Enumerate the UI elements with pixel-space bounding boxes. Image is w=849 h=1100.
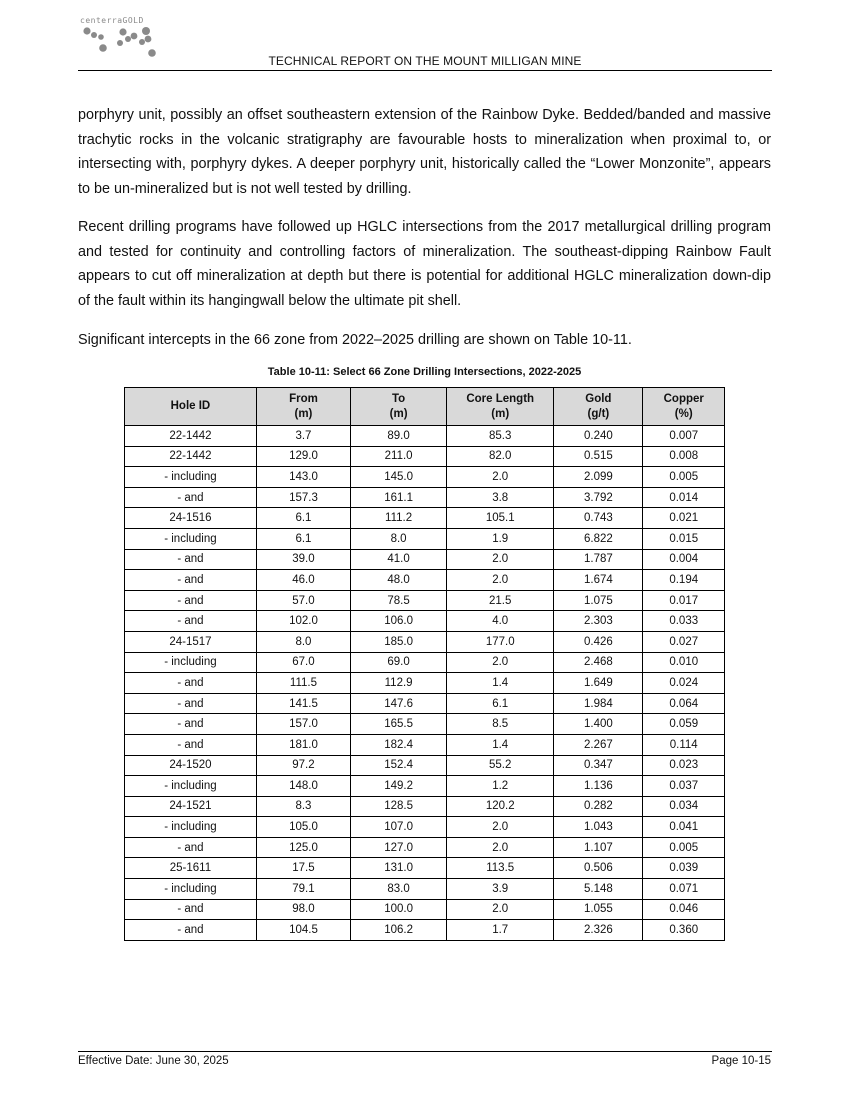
cell-to: 100.0	[351, 899, 447, 920]
cell-hole-id: 24-1521	[125, 796, 257, 817]
cell-hole-id: - and	[125, 673, 257, 694]
cell-from: 6.1	[256, 508, 350, 529]
cell-to: 185.0	[351, 631, 447, 652]
cell-from: 46.0	[256, 570, 350, 591]
cell-gold: 2.326	[554, 920, 643, 941]
cell-from: 157.0	[256, 714, 350, 735]
table-row	[125, 714, 725, 735]
cell-from: 97.2	[256, 755, 350, 776]
cell-hole-id: - and	[125, 549, 257, 570]
cell-to: 128.5	[351, 796, 447, 817]
cell-gold: 0.426	[554, 631, 643, 652]
cell-hole-id: 24-1516	[125, 508, 257, 529]
cell-from: 98.0	[256, 899, 350, 920]
body-paragraph-1: porphyry unit, possibly an offset southeastern extension of the Rainbow Dyke. Bedded/banded and massive trachytic rocks in the volcanic stratigraphy are favourable hosts to mineralization when proximal to, or intersecting with, porphyry dykes. A deeper porphyry unit, historically called the “Lower Monzonite”, appears to be un-mineralized but is not well tested by drilling.	[78, 107, 771, 197]
cell-to: 78.5	[351, 590, 447, 611]
cell-hole-id: - including	[125, 776, 257, 797]
cell-core-length: 2.0	[447, 899, 554, 920]
cell-to: 41.0	[351, 549, 447, 570]
cell-from: 8.0	[256, 631, 350, 652]
cell-from: 104.5	[256, 920, 350, 941]
table-body	[125, 426, 725, 941]
cell-to: 165.5	[351, 714, 447, 735]
cell-from: 67.0	[256, 652, 350, 673]
cell-core-length: 113.5	[447, 858, 554, 879]
table-row	[125, 817, 725, 838]
cell-copper: 0.004	[643, 549, 725, 570]
cell-gold: 1.649	[554, 673, 643, 694]
cell-core-length: 2.0	[447, 652, 554, 673]
cell-to: 106.2	[351, 920, 447, 941]
report-header-title: TECHNICAL REPORT ON THE MOUNT MILLIGAN MINE	[268, 54, 582, 68]
cell-to: 147.6	[351, 693, 447, 714]
cell-gold: 1.674	[554, 570, 643, 591]
header-gold-line1: Gold	[585, 392, 612, 405]
cell-gold: 5.148	[554, 879, 643, 900]
cell-core-length: 177.0	[447, 631, 554, 652]
cell-copper: 0.037	[643, 776, 725, 797]
cell-from: 129.0	[256, 446, 350, 467]
header-hole-id	[125, 388, 257, 426]
cell-hole-id: 24-1520	[125, 755, 257, 776]
cell-hole-id: - including	[125, 652, 257, 673]
cell-gold: 0.743	[554, 508, 643, 529]
cell-copper: 0.033	[643, 611, 725, 632]
cell-to: 8.0	[351, 528, 447, 549]
header-core-length-line2: (m)	[491, 407, 510, 420]
cell-to: 211.0	[351, 446, 447, 467]
cell-hole-id: - including	[125, 528, 257, 549]
footer-page-number: Page 10-15	[711, 1055, 771, 1067]
cell-from: 181.0	[256, 734, 350, 755]
cell-core-length: 1.7	[447, 920, 554, 941]
cell-to: 106.0	[351, 611, 447, 632]
logo-wordmark: centerraGOLD	[80, 16, 144, 25]
cell-hole-id: - and	[125, 590, 257, 611]
cell-gold: 0.506	[554, 858, 643, 879]
table-row	[125, 734, 725, 755]
cell-gold: 1.400	[554, 714, 643, 735]
cell-copper: 0.039	[643, 858, 725, 879]
table-row	[125, 467, 725, 488]
cell-gold: 2.099	[554, 467, 643, 488]
table-row	[125, 570, 725, 591]
cell-core-length: 4.0	[447, 611, 554, 632]
cell-copper: 0.041	[643, 817, 725, 838]
cell-core-length: 21.5	[447, 590, 554, 611]
table-row	[125, 899, 725, 920]
table-row	[125, 590, 725, 611]
cell-to: 48.0	[351, 570, 447, 591]
cell-hole-id: - and	[125, 734, 257, 755]
cell-to: 69.0	[351, 652, 447, 673]
cell-core-length: 2.0	[447, 837, 554, 858]
table-row	[125, 549, 725, 570]
cell-gold: 1.043	[554, 817, 643, 838]
table-row	[125, 879, 725, 900]
header-from-line2: (m)	[294, 407, 313, 420]
table-row	[125, 693, 725, 714]
cell-core-length: 1.2	[447, 776, 554, 797]
cell-gold: 3.792	[554, 487, 643, 508]
cell-copper: 0.027	[643, 631, 725, 652]
cell-gold: 2.468	[554, 652, 643, 673]
cell-gold: 1.787	[554, 549, 643, 570]
cell-to: 127.0	[351, 837, 447, 858]
cell-core-length: 1.4	[447, 734, 554, 755]
cell-core-length: 105.1	[447, 508, 554, 529]
cell-core-length: 2.0	[447, 570, 554, 591]
cell-gold: 0.240	[554, 426, 643, 447]
cell-gold: 0.282	[554, 796, 643, 817]
cell-hole-id: - and	[125, 693, 257, 714]
cell-copper: 0.023	[643, 755, 725, 776]
cell-from: 57.0	[256, 590, 350, 611]
header-copper-line1: Copper	[663, 392, 704, 405]
header-to-line1: To	[391, 392, 406, 405]
table-header	[125, 388, 725, 426]
header-copper	[643, 388, 725, 426]
cell-core-length: 2.0	[447, 467, 554, 488]
cell-core-length: 82.0	[447, 446, 554, 467]
cell-hole-id: - and	[125, 920, 257, 941]
cell-core-length: 6.1	[447, 693, 554, 714]
cell-gold: 0.347	[554, 755, 643, 776]
cell-to: 112.9	[351, 673, 447, 694]
cell-gold: 1.075	[554, 590, 643, 611]
cell-core-length: 3.9	[447, 879, 554, 900]
cell-core-length: 3.8	[447, 487, 554, 508]
cell-copper: 0.008	[643, 446, 725, 467]
cell-gold: 1.984	[554, 693, 643, 714]
cell-core-length: 1.4	[447, 673, 554, 694]
header-core-length	[447, 388, 554, 426]
table-row	[125, 776, 725, 797]
cell-gold: 2.267	[554, 734, 643, 755]
cell-copper: 0.014	[643, 487, 725, 508]
header-gold-line2: (g/t)	[587, 407, 610, 420]
footer-effective-date: Effective Date: June 30, 2025	[78, 1055, 229, 1067]
header-hole-id-line1: Hole ID	[170, 400, 211, 412]
cell-copper: 0.010	[643, 652, 725, 673]
cell-copper: 0.059	[643, 714, 725, 735]
cell-core-length: 2.0	[447, 549, 554, 570]
cell-hole-id: - including	[125, 879, 257, 900]
cell-to: 111.2	[351, 508, 447, 529]
cell-to: 83.0	[351, 879, 447, 900]
cell-from: 105.0	[256, 817, 350, 838]
table-row	[125, 652, 725, 673]
table-row	[125, 631, 725, 652]
cell-copper: 0.034	[643, 796, 725, 817]
cell-from: 111.5	[256, 673, 350, 694]
cell-hole-id: 22-1442	[125, 446, 257, 467]
cell-copper: 0.017	[643, 590, 725, 611]
cell-from: 79.1	[256, 879, 350, 900]
header-to-line2: (m)	[389, 407, 408, 420]
cell-from: 141.5	[256, 693, 350, 714]
cell-core-length: 55.2	[447, 755, 554, 776]
cell-to: 89.0	[351, 426, 447, 447]
header-copper-line2: (%)	[674, 407, 693, 420]
cell-hole-id: - including	[125, 817, 257, 838]
cell-to: 107.0	[351, 817, 447, 838]
table-row	[125, 446, 725, 467]
table-row	[125, 673, 725, 694]
cell-copper: 0.046	[643, 899, 725, 920]
cell-copper: 0.360	[643, 920, 725, 941]
cell-from: 143.0	[256, 467, 350, 488]
header-to	[351, 388, 447, 426]
cell-hole-id: - and	[125, 714, 257, 735]
table-header-row	[125, 388, 725, 426]
cell-copper: 0.005	[643, 467, 725, 488]
header-from-line1: From	[289, 392, 318, 405]
cell-to: 149.2	[351, 776, 447, 797]
header-from	[256, 388, 350, 426]
cell-to: 182.4	[351, 734, 447, 755]
cell-copper: 0.194	[643, 570, 725, 591]
cell-core-length: 2.0	[447, 817, 554, 838]
cell-gold: 6.822	[554, 528, 643, 549]
cell-copper: 0.071	[643, 879, 725, 900]
cell-from: 17.5	[256, 858, 350, 879]
table-row	[125, 920, 725, 941]
cell-hole-id: - and	[125, 611, 257, 632]
cell-gold: 1.136	[554, 776, 643, 797]
cell-hole-id: - and	[125, 837, 257, 858]
header-core-length-line1: Core Length	[466, 392, 535, 405]
table-row	[125, 858, 725, 879]
header-rule	[78, 70, 772, 71]
cell-gold: 2.303	[554, 611, 643, 632]
cell-copper: 0.021	[643, 508, 725, 529]
cell-hole-id: 24-1517	[125, 631, 257, 652]
cell-to: 131.0	[351, 858, 447, 879]
cell-hole-id: - and	[125, 899, 257, 920]
cell-copper: 0.007	[643, 426, 725, 447]
cell-from: 6.1	[256, 528, 350, 549]
cell-hole-id: - and	[125, 570, 257, 591]
cell-copper: 0.005	[643, 837, 725, 858]
cell-from: 157.3	[256, 487, 350, 508]
table-row	[125, 528, 725, 549]
cell-from: 3.7	[256, 426, 350, 447]
table-row	[125, 796, 725, 817]
cell-to: 145.0	[351, 467, 447, 488]
footer-rule	[78, 1051, 772, 1052]
cell-gold: 1.107	[554, 837, 643, 858]
cell-core-length: 85.3	[447, 426, 554, 447]
cell-copper: 0.114	[643, 734, 725, 755]
drilling-intersections-table	[124, 387, 725, 941]
cell-core-length: 1.9	[447, 528, 554, 549]
table-row	[125, 426, 725, 447]
header-gold	[554, 388, 643, 426]
body-paragraph-2: Recent drilling programs have followed up HGLC intersections from the 2017 metallurgical drilling program and tested for continuity and controlling factors of mineralization. The southeast-dipping Rainbow Fault appears to cut off mineralization at depth but there is potential for additional HGLC mineralization down-dip of the fault within its hangingwall below the ultimate pit shell.	[78, 219, 771, 309]
cell-gold: 1.055	[554, 899, 643, 920]
cell-core-length: 8.5	[447, 714, 554, 735]
cell-from: 8.3	[256, 796, 350, 817]
cell-from: 148.0	[256, 776, 350, 797]
cell-from: 125.0	[256, 837, 350, 858]
cell-copper: 0.015	[643, 528, 725, 549]
table-caption: Table 10-11: Select 66 Zone Drilling Intersections, 2022-2025	[267, 366, 582, 378]
cell-core-length: 120.2	[447, 796, 554, 817]
cell-hole-id: - including	[125, 467, 257, 488]
cell-gold: 0.515	[554, 446, 643, 467]
table-row	[125, 755, 725, 776]
cell-from: 102.0	[256, 611, 350, 632]
cell-hole-id: 25-1611	[125, 858, 257, 879]
cell-to: 152.4	[351, 755, 447, 776]
cell-hole-id: 22-1442	[125, 426, 257, 447]
cell-hole-id: - and	[125, 487, 257, 508]
cell-from: 39.0	[256, 549, 350, 570]
table-row	[125, 837, 725, 858]
body-paragraph-3: Significant intercepts in the 66 zone from 2022–2025 drilling are shown on Table 10-11.	[78, 332, 632, 348]
cell-to: 161.1	[351, 487, 447, 508]
cell-copper: 0.024	[643, 673, 725, 694]
table-row	[125, 508, 725, 529]
table-row	[125, 611, 725, 632]
table-row	[125, 487, 725, 508]
cell-copper: 0.064	[643, 693, 725, 714]
